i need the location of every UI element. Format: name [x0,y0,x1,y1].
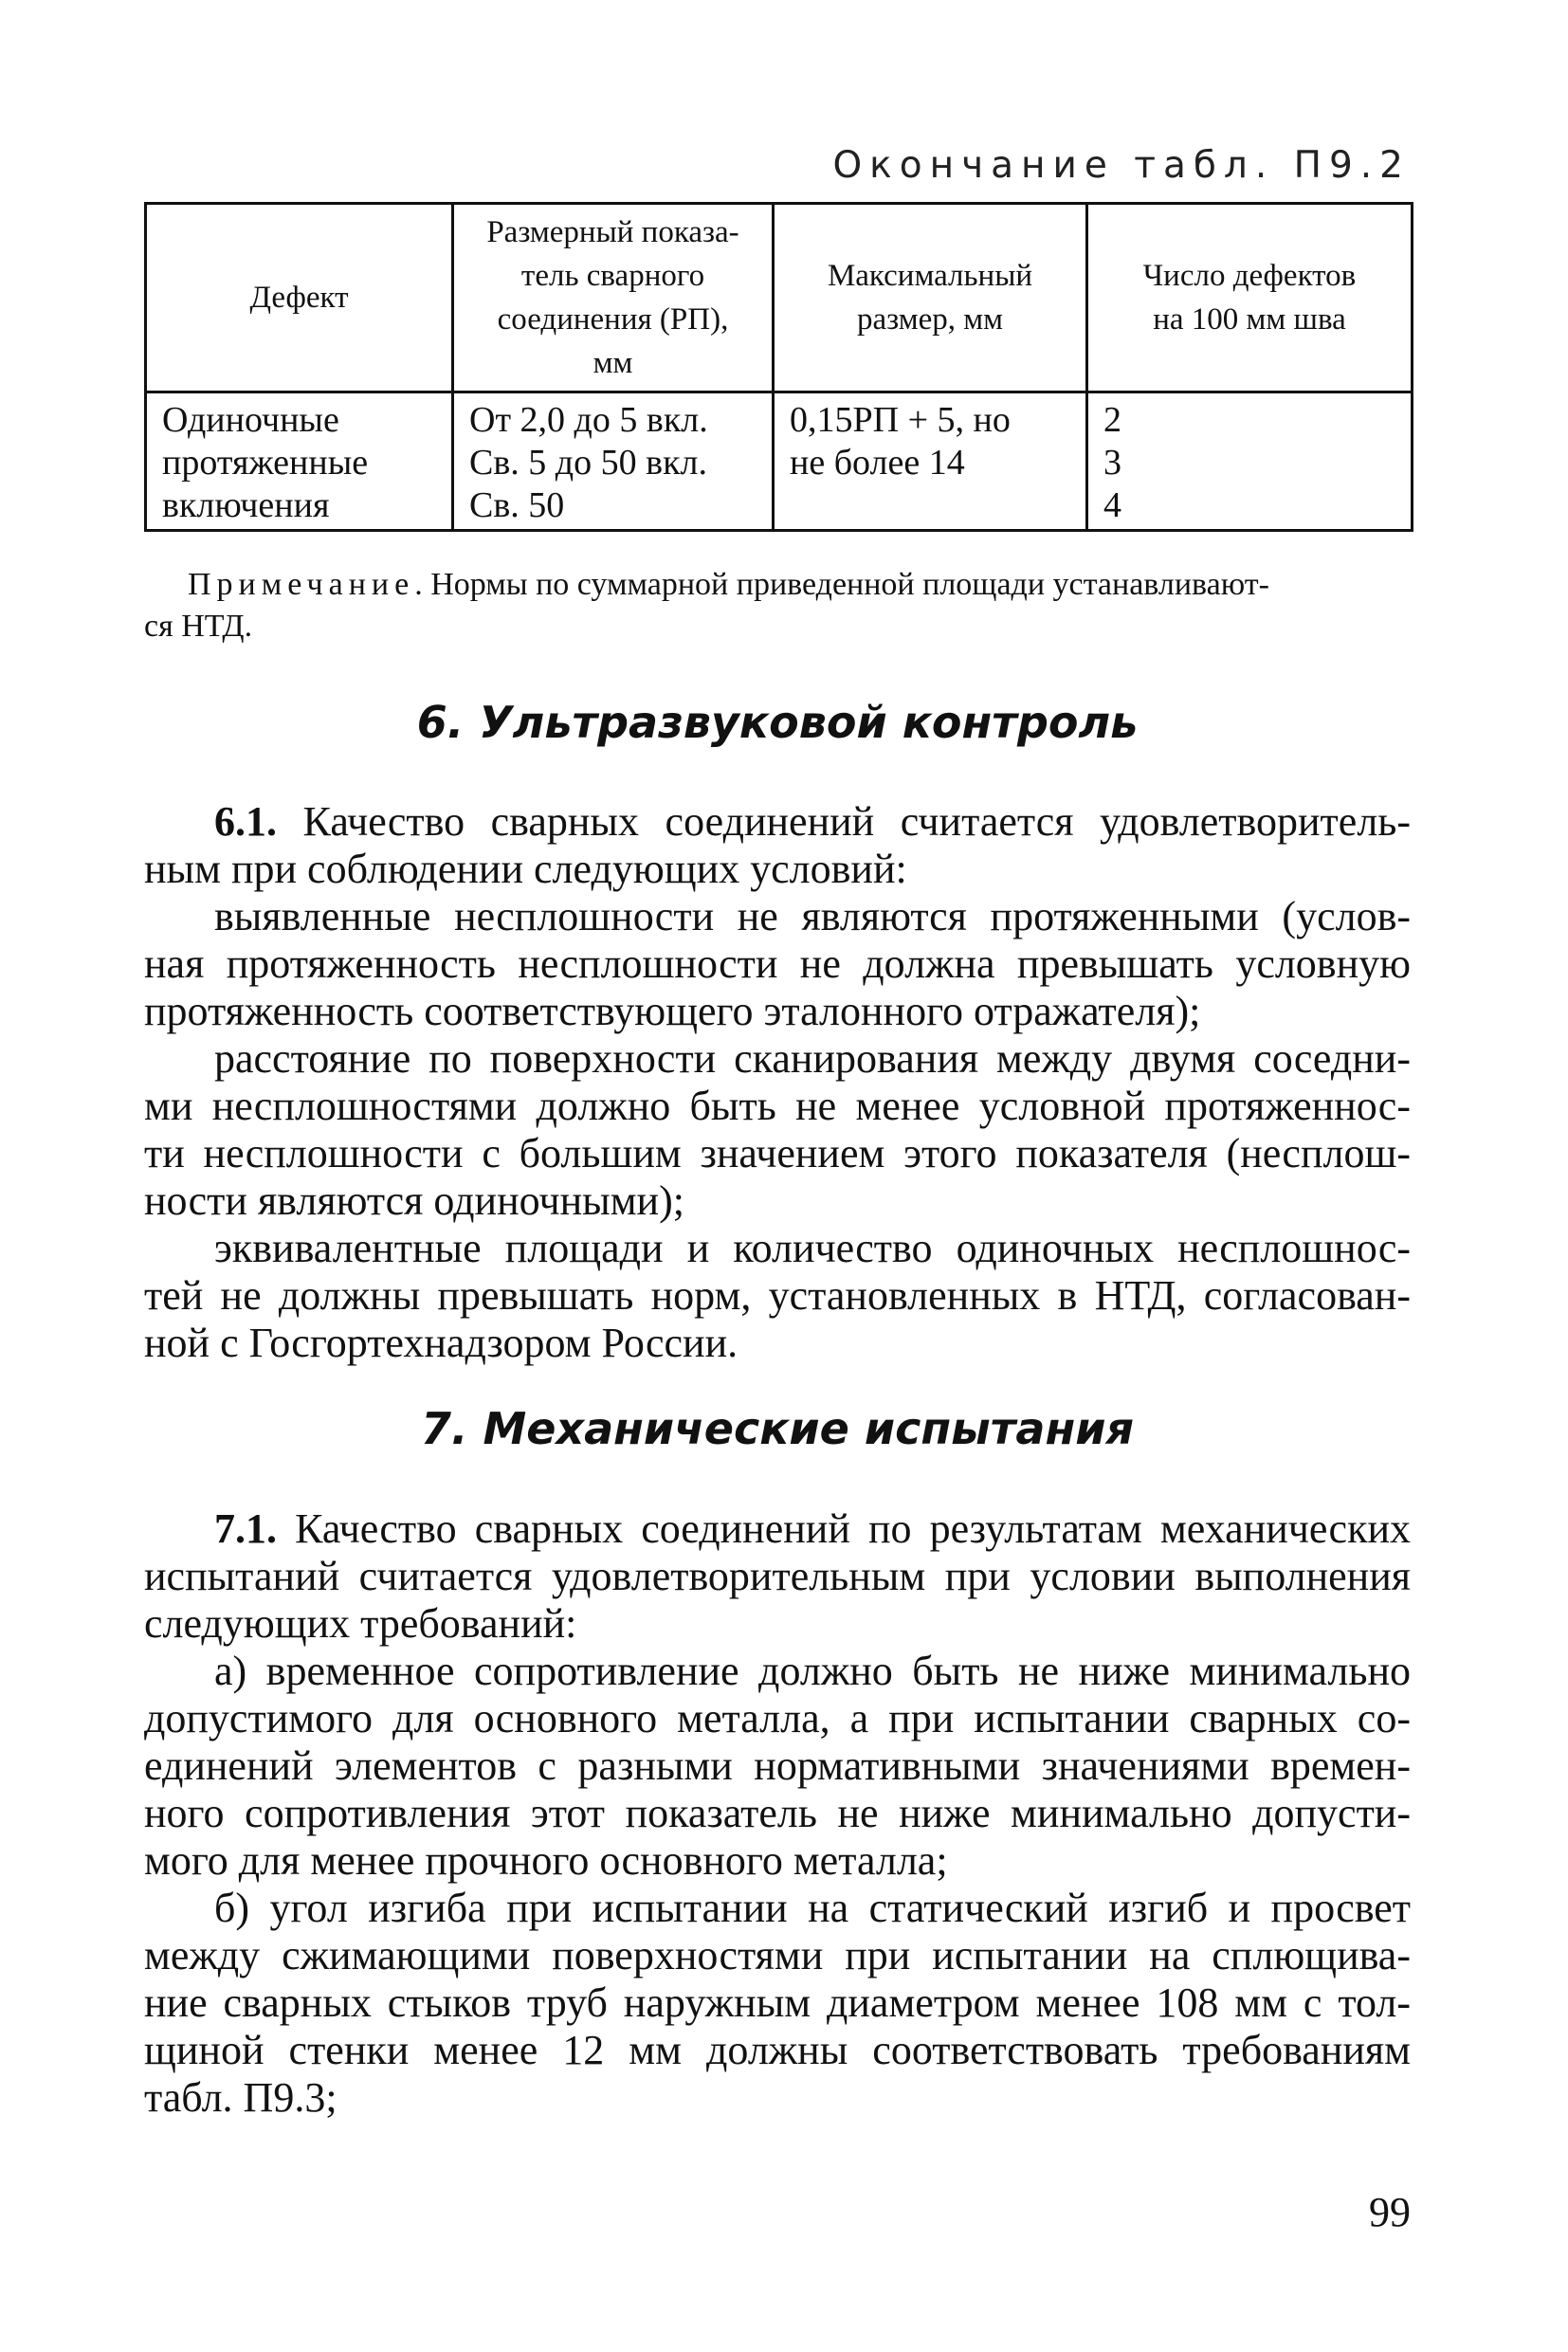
header-defect-count [1087,204,1413,392]
paragraph-line: единений элементов с разными нормативными значениями времен- [144,1742,1411,1789]
section-6-heading: 6. Ультразвуковой контроль [416,697,1139,748]
paragraph-line: протяженность соответствующего эталонного отражателя); [144,988,1201,1034]
note-continuation: ся НТД. [144,609,253,644]
paragraph-line: ние сварных стыков труб наружным диаметром менее 108 мм с тол- [144,1979,1411,2026]
line-text: Качество сварных соединений по результатам механических [277,1505,1411,1552]
note-label: Примечание [188,567,415,602]
section-7-heading: 7. Механические испытания [420,1403,1135,1454]
paragraph-line: ной с Госгортехнадзором России. [144,1320,738,1366]
header-line: Максимальный [827,259,1033,293]
page-number: 99 [1369,2189,1411,2235]
cell-line: 0,15РП + 5, но [790,400,1011,440]
header-line: размер, мм [856,302,1003,337]
paragraph-line: испытаний считается удовлетворительным при условии выполнения [144,1553,1411,1599]
header-line: на 100 мм шва [1153,302,1346,337]
cell-defect-count [1087,392,1413,531]
paragraph-line [214,798,1411,846]
paragraph-line: ным при соблюдении следующих условий: [144,846,907,892]
paragraph-line: эквивалентные площади и количество одиночных несплошнос- [214,1225,1411,1271]
cell-line: Св. 5 до 50 вкл. [469,443,707,483]
paragraph-line: расстояние по поверхности сканирования между двумя соседни- [214,1035,1411,1082]
paragraph-line: ная протяженность несплошности не должна превышать условную [144,940,1411,987]
cell-line: 2 [1103,400,1121,440]
paragraph-line: следующих требований: [144,1600,577,1647]
table-row [146,392,1413,531]
cell-line: включения [162,485,330,525]
cell-line: протяженные [162,443,369,483]
header-line: Дефект [249,281,349,315]
paragraph-line: табл. П9.3; [144,2074,337,2121]
table-continuation-caption: Окончание табл. П9.2 [832,144,1411,187]
paragraph-line: а) временное сопротивление должно быть не ниже минимально [214,1648,1411,1694]
paragraph-line: выявленные несплошности не являются протяженными (услов- [214,893,1411,939]
paragraph-line: допустимого для основного металла, а при испытании сварных со- [144,1695,1411,1741]
cell-line: 3 [1103,443,1121,483]
clause-number: 7.1. [214,1505,277,1552]
cell-line: Одиночные [162,400,339,440]
paragraph-line: мого для менее прочного основного металла; [144,1837,948,1884]
header-line: тель сварного [520,259,705,293]
header-defect [146,204,453,392]
clause-number: 6.1. [214,798,277,845]
cell-line: 4 [1103,485,1121,525]
cell-max-size [774,392,1087,531]
cell-line: Св. 50 [469,485,565,525]
header-line: мм [593,346,633,380]
note-text: . Нормы по суммарной приведенной площади устанавливают- [414,567,1269,602]
cell-defect [146,392,453,531]
paragraph-line [214,1505,1411,1553]
paragraph-line: ти несплошности с большим значением этого показателя (несплош- [144,1130,1411,1176]
cell-line: не более 14 [790,443,965,483]
paragraph-line: щиной стенки менее 12 мм должны соответствовать требованиям [144,2027,1411,2073]
defects-table [144,202,1413,532]
paragraph-line: между сжимающими поверхностями при испытании на сплющива- [144,1932,1411,1978]
line-text: Качество сварных соединений считается удовлетворитель- [277,798,1411,845]
paragraph-line: б) угол изгиба при испытании на статический изгиб и просвет [214,1885,1411,1931]
paragraph-line: тей не должны превышать норм, установленных в НТД, согласован- [144,1272,1411,1319]
paragraph-line: ми несплошностями должно быть не менее условной протяженнос- [144,1083,1411,1129]
table-note [188,565,1411,605]
paragraph-line: ного сопротивления этот показатель не ниже минимально допусти- [144,1790,1411,1836]
header-max-size [774,204,1087,392]
paragraph-line: ности являются одиночными); [144,1177,684,1224]
header-line: соединения (РП), [497,302,729,337]
cell-line: От 2,0 до 5 вкл. [469,400,708,440]
table-header-row [146,204,1413,392]
header-line: Число дефектов [1142,259,1357,293]
header-line: Размерный показа- [486,215,739,249]
header-size-index [453,204,774,392]
cell-size-index [453,392,774,531]
